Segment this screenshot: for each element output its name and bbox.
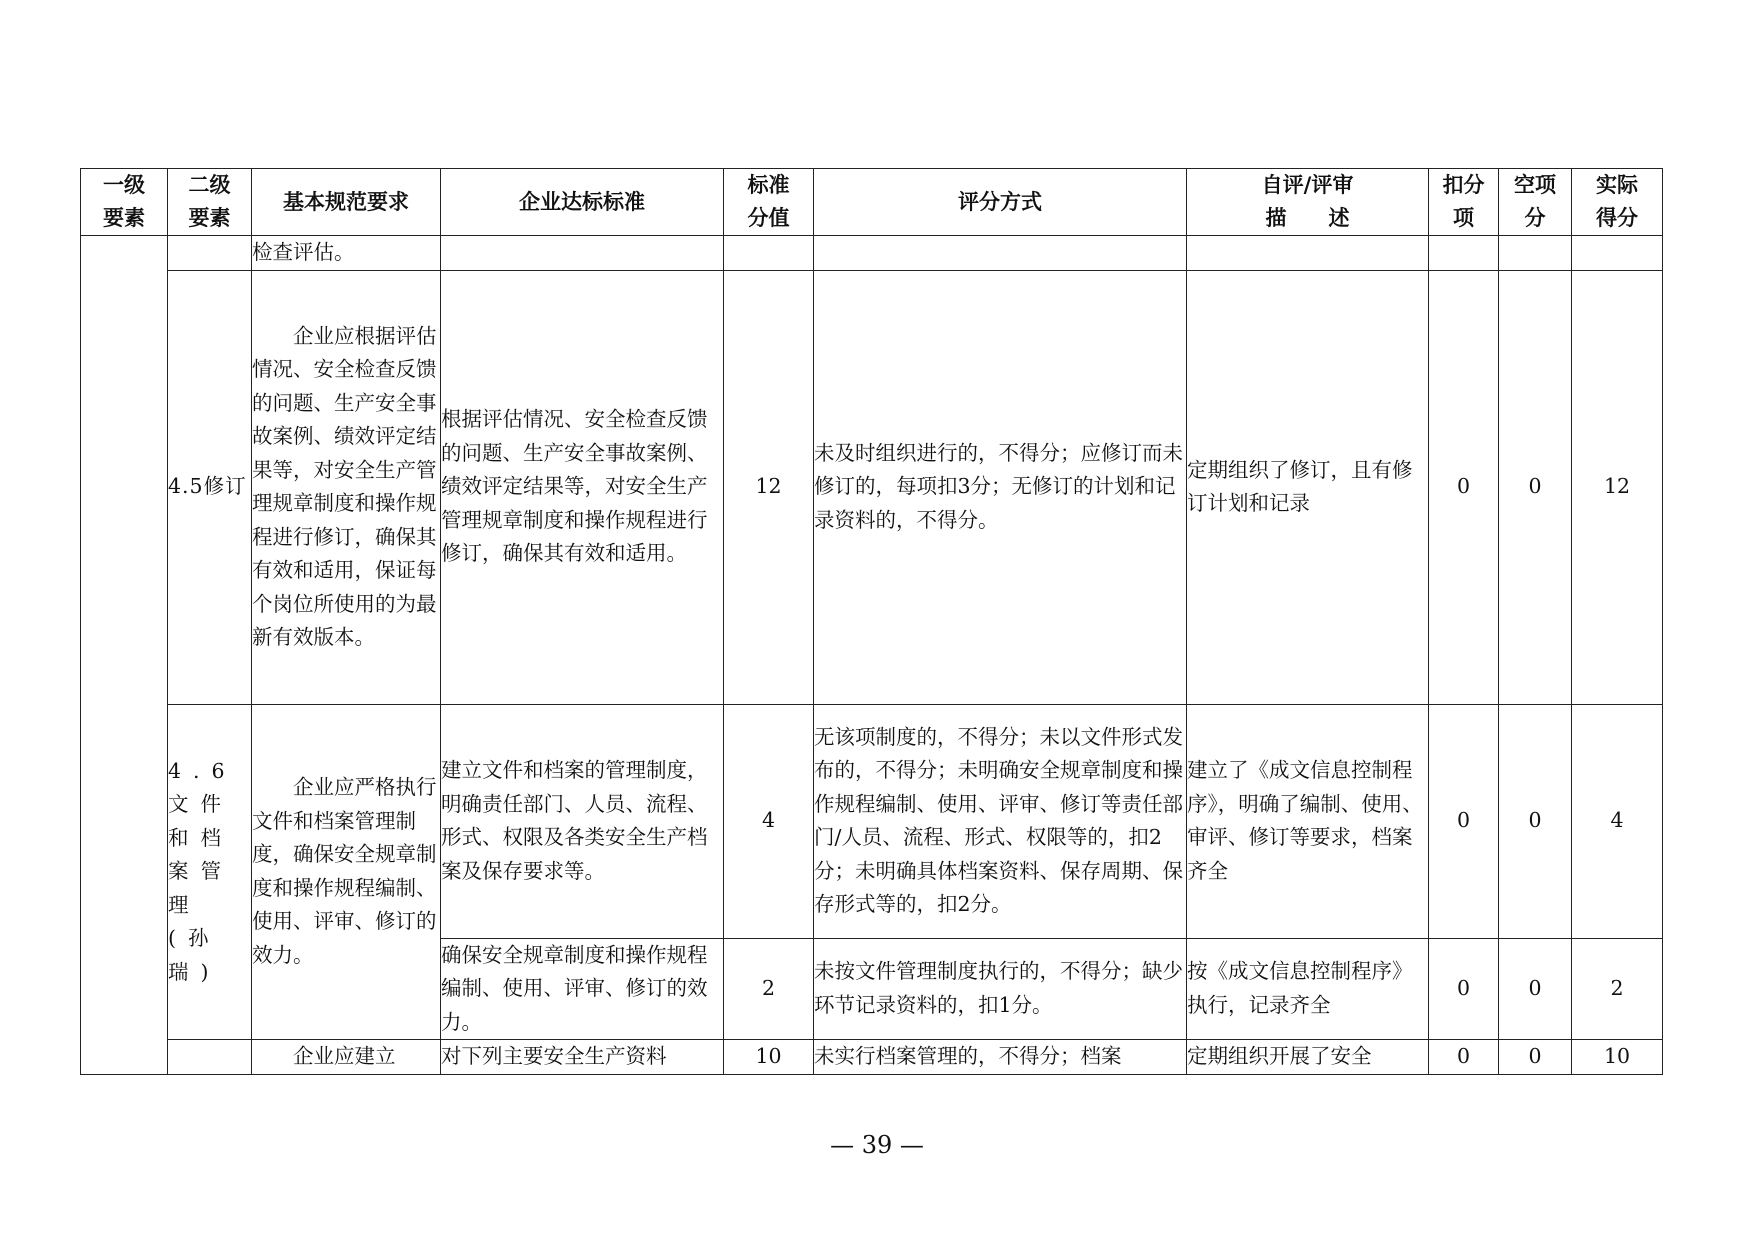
deduct-cell: 0 [1429,1040,1499,1075]
desc-cell: 定期组织开展了安全 [1187,1040,1429,1075]
method-cell: 未按文件管理制度执行的，不得分；缺少环节记录资料的，扣1分。 [814,938,1187,1040]
actual-cell: 12 [1572,270,1663,704]
basic-requirement-cell: 企业应根据评估情况、安全检查反馈的问题、生产安全事故案例、绩效评定结果等，对安全生产管理规章制度和操作规程进行修订，确保其有效和适用，保证每个岗位所使用的为最新有效版本。 [252,270,441,704]
method-cell [814,236,1187,271]
scoring-table [80,168,1663,1075]
standard-cell: 根据评估情况、安全检查反馈的问题、生产安全事故案例、绩效评定结果等，对安全生产管理规章制度和操作规程进行修订，确保其有效和适用。 [441,270,724,704]
method-cell: 无该项制度的，不得分；未以文件形式发布的，不得分；未明确安全规章制度和操作规程编制、使用、评审、修订等责任部门/人员、流程、形式、权限等的，扣2分；未明确具体档案资料、保存周期、保存形式等的，扣2分。 [814,704,1187,938]
score-cell: 12 [724,270,814,704]
section-cell: 4.6 文件 和档 案管 理(孙 瑞) [168,704,252,1040]
score-cell: 4 [724,704,814,938]
header-scoring-method: 评分方式 [814,169,1187,236]
table-row [81,704,1663,938]
deduct-cell: 0 [1429,704,1499,938]
table-row [81,1040,1663,1075]
standard-cell: 确保安全规章制度和操作规程编制、使用、评审、修订的效力。 [441,938,724,1040]
actual-cell: 10 [1572,1040,1663,1075]
header-row [81,169,1663,236]
header-standard-score: 标准 分值 [724,169,814,236]
table-row [81,236,1663,271]
score-cell: 2 [724,938,814,1040]
desc-cell: 定期组织了修订，且有修订计划和记录 [1187,270,1429,704]
basic-requirement-cell: 企业应严格执行文件和档案管理制度，确保安全规章制度和操作规程编制、使用、评审、修订的效力。 [252,704,441,1040]
empty-cell: 0 [1499,1040,1572,1075]
table-row [81,270,1663,704]
score-cell: 10 [724,1040,814,1075]
desc-cell [1187,236,1429,271]
header-basic-requirement: 基本规范要求 [252,169,441,236]
header-level2: 二级 要素 [168,169,252,236]
deduct-cell [1429,236,1499,271]
header-self-evaluation: 自评/评审 描 述 [1187,169,1429,236]
level2-cell [168,236,252,271]
page-number: — 39 — [830,1131,924,1159]
standard-cell: 对下列主要安全生产资料 [441,1040,724,1075]
header-empty-item: 空项 分 [1499,169,1572,236]
level2-cell [168,1040,252,1075]
header-actual-score: 实际 得分 [1572,169,1663,236]
header-enterprise-standard: 企业达标标准 [441,169,724,236]
level1-cell [81,236,168,1075]
section-cell: 4.5修订 [168,270,252,704]
actual-cell [1572,236,1663,271]
empty-cell: 0 [1499,270,1572,704]
score-cell [724,236,814,271]
basic-requirement-cell: 企业应建立 [252,1040,441,1075]
header-level1: 一级 要素 [81,169,168,236]
empty-cell [1499,236,1572,271]
method-cell: 未及时组织进行的，不得分；应修订而未修订的，每项扣3分；无修订的计划和记录资料的，不得分。 [814,270,1187,704]
desc-cell: 按《成文信息控制程序》执行，记录齐全 [1187,938,1429,1040]
standard-cell: 建立文件和档案的管理制度，明确责任部门、人员、流程、形式、权限及各类安全生产档案及保存要求等。 [441,704,724,938]
empty-cell: 0 [1499,938,1572,1040]
deduct-cell: 0 [1429,938,1499,1040]
desc-cell: 建立了《成文信息控制程序》，明确了编制、使用、审评、修订等要求，档案齐全 [1187,704,1429,938]
header-deduction: 扣分 项 [1429,169,1499,236]
basic-requirement-cell: 检查评估。 [252,236,441,271]
method-cell: 未实行档案管理的，不得分；档案 [814,1040,1187,1075]
empty-cell: 0 [1499,704,1572,938]
standard-cell [441,236,724,271]
actual-cell: 2 [1572,938,1663,1040]
deduct-cell: 0 [1429,270,1499,704]
actual-cell: 4 [1572,704,1663,938]
